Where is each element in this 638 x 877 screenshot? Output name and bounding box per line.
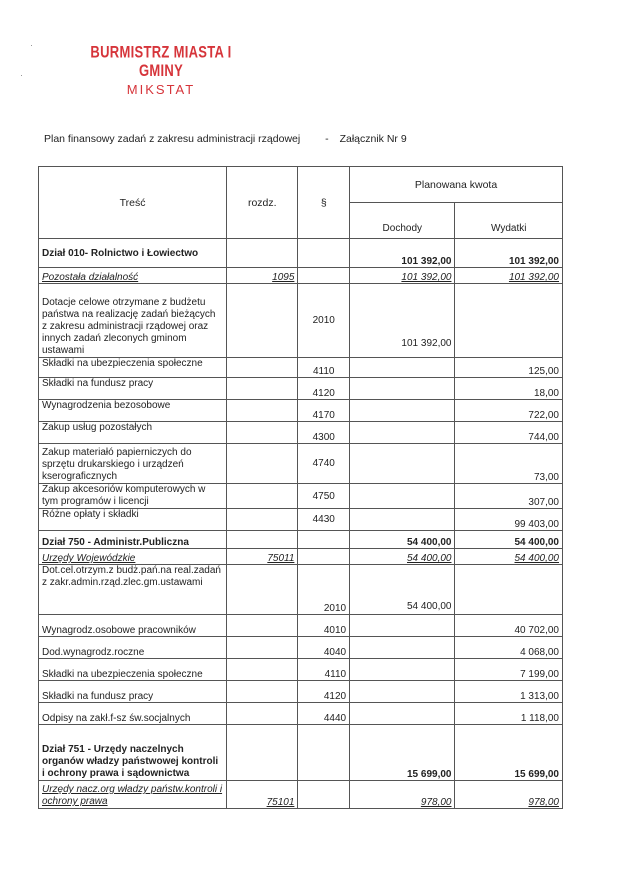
row-expenses: 99 403,00: [455, 509, 563, 531]
row-paragraph: 4170: [298, 400, 350, 422]
annex-label: Załącznik Nr 9: [339, 133, 407, 145]
row-income: [350, 703, 455, 725]
table-row: [39, 509, 563, 531]
row-paragraph: 4120: [298, 681, 350, 703]
row-expenses: 54 400,00: [455, 531, 563, 549]
stamp-line-2: MIKSTAT: [126, 82, 196, 97]
table-row: [39, 781, 563, 809]
header-planned-amount: Planowana kwota: [350, 167, 563, 203]
row-expenses: 15 699,00: [455, 725, 563, 781]
row-rozdz: [227, 358, 298, 378]
row-income: [350, 358, 455, 378]
row-rozdz: [227, 703, 298, 725]
row-expenses: [455, 565, 563, 615]
row-rozdz: [227, 509, 298, 531]
table-row: [39, 549, 563, 565]
margin-mark: ·: [30, 40, 33, 50]
row-rozdz: [227, 637, 298, 659]
row-paragraph: 4110: [298, 358, 350, 378]
row-paragraph: 2010: [298, 284, 350, 358]
table-row: [39, 400, 563, 422]
row-tresc: Różne opłaty i składki: [39, 509, 227, 531]
header-rozdz: rozdz.: [227, 167, 298, 239]
table-row: [39, 531, 563, 549]
row-rozdz: 75101: [227, 781, 298, 809]
row-rozdz: 1095: [227, 268, 298, 284]
row-expenses: 101 392,00: [455, 239, 563, 268]
row-expenses: 125,00: [455, 358, 563, 378]
row-income: 54 400,00: [350, 549, 455, 565]
row-tresc: Wynagrodzenia bezosobowe: [39, 400, 227, 422]
row-tresc: Dot.cel.otrzym.z budż.pań.na real.zadań z zakr.admin.rząd.zlec.gm.ustawami: [39, 565, 227, 615]
row-expenses: 722,00: [455, 400, 563, 422]
row-tresc: Dział 750 - Administr.Publiczna: [39, 531, 227, 549]
table-row: [39, 659, 563, 681]
row-tresc: Odpisy na zakł.f-sz św.socjalnych: [39, 703, 227, 725]
row-tresc: Wynagrodz.osobowe pracowników: [39, 615, 227, 637]
margin-mark: ·: [20, 70, 23, 80]
header-row-1: [39, 167, 563, 203]
row-tresc: Zakup akcesoriów komputerowych w tym programów i licencji: [39, 484, 227, 509]
row-tresc: Składki na fundusz pracy: [39, 681, 227, 703]
row-tresc: Dotacje celowe otrzymane z budżetu państwa na realizację zadań bieżących z zakresu administracji rządowej oraz innych zadań zleconych gminom ustawami: [39, 284, 227, 358]
row-paragraph: [298, 725, 350, 781]
header-paragraph: §: [298, 167, 350, 239]
row-income: 101 392,00: [350, 284, 455, 358]
row-paragraph: [298, 549, 350, 565]
row-paragraph: 4300: [298, 422, 350, 444]
row-rozdz: [227, 444, 298, 484]
row-expenses: 73,00: [455, 444, 563, 484]
row-paragraph: 4430: [298, 509, 350, 531]
row-tresc: Zakup usług pozostałych: [39, 422, 227, 444]
official-stamp: [86, 42, 236, 97]
budget-table: [38, 166, 563, 809]
row-tresc: Składki na ubezpieczenia społeczne: [39, 358, 227, 378]
row-paragraph: 4040: [298, 637, 350, 659]
row-tresc: Dział 751 - Urzędy naczelnych organów władzy państwowej kontroli i ochrony prawa i sądownictwa: [39, 725, 227, 781]
table-row: [39, 637, 563, 659]
row-income: 978,00: [350, 781, 455, 809]
row-rozdz: [227, 422, 298, 444]
row-income: [350, 422, 455, 444]
row-rozdz: [227, 400, 298, 422]
row-expenses: 54 400,00: [455, 549, 563, 565]
row-rozdz: [227, 378, 298, 400]
row-expenses: 1 313,00: [455, 681, 563, 703]
row-rozdz: [227, 615, 298, 637]
document-title: [44, 133, 407, 145]
row-tresc: Urzędy Wojewódzkie: [39, 549, 227, 565]
stamp-line-1: BURMISTRZ MIASTA I GMINY: [90, 42, 232, 80]
row-paragraph: 4740: [298, 444, 350, 484]
row-expenses: 1 118,00: [455, 703, 563, 725]
header-tresc: Treść: [39, 167, 227, 239]
row-rozdz: [227, 484, 298, 509]
row-rozdz: [227, 531, 298, 549]
row-income: 15 699,00: [350, 725, 455, 781]
row-paragraph: 4440: [298, 703, 350, 725]
row-paragraph: 4010: [298, 615, 350, 637]
row-tresc: Zakup materiałó papierniczych do sprzętu drukarskiego i urządzeń kserograficznych: [39, 444, 227, 484]
row-tresc: Dział 010- Rolnictwo i Łowiectwo: [39, 239, 227, 268]
row-tresc: Urzędy nacz.org władzy państw.kontroli i ochrony prawa: [39, 781, 227, 809]
row-paragraph: 4110: [298, 659, 350, 681]
table-row: [39, 378, 563, 400]
row-expenses: 307,00: [455, 484, 563, 509]
table-row: [39, 565, 563, 615]
header-expenses: Wydatki: [455, 203, 563, 239]
row-paragraph: 4750: [298, 484, 350, 509]
row-tresc: Składki na ubezpieczenia społeczne: [39, 659, 227, 681]
row-expenses: 4 068,00: [455, 637, 563, 659]
table-row: [39, 422, 563, 444]
header-income: Dochody: [350, 203, 455, 239]
row-expenses: 744,00: [455, 422, 563, 444]
row-tresc: Pozostała działalność: [39, 268, 227, 284]
row-paragraph: [298, 781, 350, 809]
row-rozdz: [227, 659, 298, 681]
row-paragraph: [298, 531, 350, 549]
row-tresc: Składki na fundusz pracy: [39, 378, 227, 400]
title-main: Plan finansowy zadań z zakresu administracji rządowej: [44, 133, 301, 145]
row-rozdz: [227, 239, 298, 268]
row-income: 54 400,00: [350, 531, 455, 549]
title-separator: -: [325, 133, 329, 145]
table-row: [39, 268, 563, 284]
row-rozdz: [227, 565, 298, 615]
row-income: [350, 681, 455, 703]
row-paragraph: [298, 268, 350, 284]
row-rozdz: [227, 681, 298, 703]
row-income: 54 400,00: [350, 565, 455, 615]
row-rozdz: 75011: [227, 549, 298, 565]
table-row: [39, 681, 563, 703]
row-paragraph: [298, 239, 350, 268]
row-rozdz: [227, 725, 298, 781]
row-paragraph: 4120: [298, 378, 350, 400]
row-income: 101 392,00: [350, 239, 455, 268]
table-row: [39, 358, 563, 378]
table-row: [39, 484, 563, 509]
row-tresc: Dod.wynagrodz.roczne: [39, 637, 227, 659]
table-row: [39, 703, 563, 725]
row-income: [350, 509, 455, 531]
row-income: [350, 378, 455, 400]
table-row: [39, 615, 563, 637]
row-income: [350, 400, 455, 422]
row-expenses: 101 392,00: [455, 268, 563, 284]
row-expenses: 7 199,00: [455, 659, 563, 681]
row-income: [350, 484, 455, 509]
row-expenses: 18,00: [455, 378, 563, 400]
row-income: [350, 637, 455, 659]
row-expenses: [455, 284, 563, 358]
table-row: [39, 284, 563, 358]
row-income: [350, 659, 455, 681]
row-expenses: 978,00: [455, 781, 563, 809]
row-income: [350, 444, 455, 484]
row-expenses: 40 702,00: [455, 615, 563, 637]
row-income: 101 392,00: [350, 268, 455, 284]
row-paragraph: 2010: [298, 565, 350, 615]
row-rozdz: [227, 284, 298, 358]
table-row: [39, 239, 563, 268]
table-row: [39, 725, 563, 781]
table-row: [39, 444, 563, 484]
row-income: [350, 615, 455, 637]
